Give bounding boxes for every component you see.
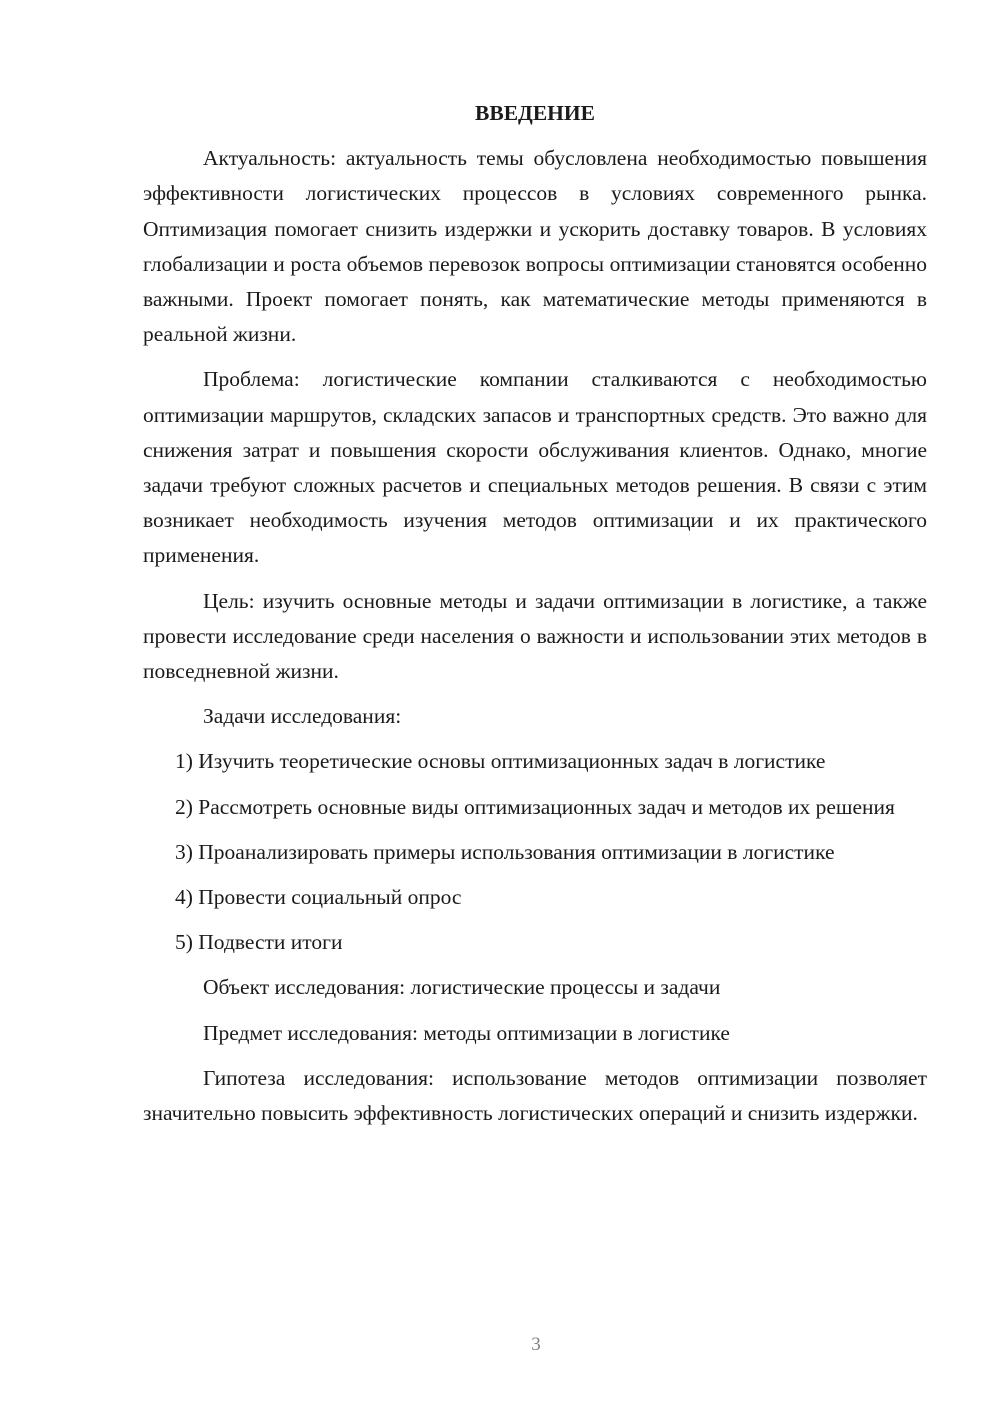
research-subject-paragraph: Предмет исследования: методы оптимизации в логистике	[203, 1020, 730, 1045]
problem-paragraph: Проблема: логистические компании сталкиваются с необходимостью оптимизации маршрутов, складских запасов и транспортных средств. Это важно для снижения затрат и повышения скорости обслуживания клиентов. Однако, многие задачи требуют сложных расчетов и специальных методов решения. В связи с этим возникает необходимость изучения методов оптимизации и их практического применения.	[143, 367, 927, 568]
document-page	[143, 96, 927, 1141]
task-item: 5) Подвести итоги	[175, 930, 343, 955]
hypothesis-paragraph: Гипотеза исследования: использование методов оптимизации позволяет значительно повысить эффективность логистических операций и снизить издержки.	[143, 1065, 927, 1126]
task-item: 4) Провести социальный опрос	[175, 885, 462, 910]
task-item: 1) Изучить теоретические основы оптимизационных задач в логистике	[175, 749, 826, 774]
page-number: 3	[531, 1334, 541, 1355]
goal-paragraph: Цель: изучить основные методы и задачи оптимизации в логистике, а также провести исследование среди населения о важности и использовании этих методов в повседневной жизни.	[143, 588, 927, 684]
relevance-paragraph: Актуальность: актуальность темы обусловлена необходимостью повышения эффективности логистических процессов в условиях современного рынка. Оптимизация помогает снизить издержки и ускорить доставку товаров. В условиях глобализации и роста объемов перевозок вопросы оптимизации становятся особенно важными. Проект помогает понять, как математические методы применяются в реальной жизни.	[143, 146, 927, 347]
task-item: 3) Проанализировать примеры использования оптимизации в логистике	[175, 839, 835, 864]
tasks-heading: Задачи исследования:	[203, 704, 402, 729]
section-heading: ВВЕДЕНИЕ	[475, 101, 595, 125]
research-object-paragraph: Объект исследования: логистические процессы и задачи	[203, 975, 721, 1000]
task-item: 2) Рассмотреть основные виды оптимизационных задач и методов их решения	[175, 794, 895, 819]
